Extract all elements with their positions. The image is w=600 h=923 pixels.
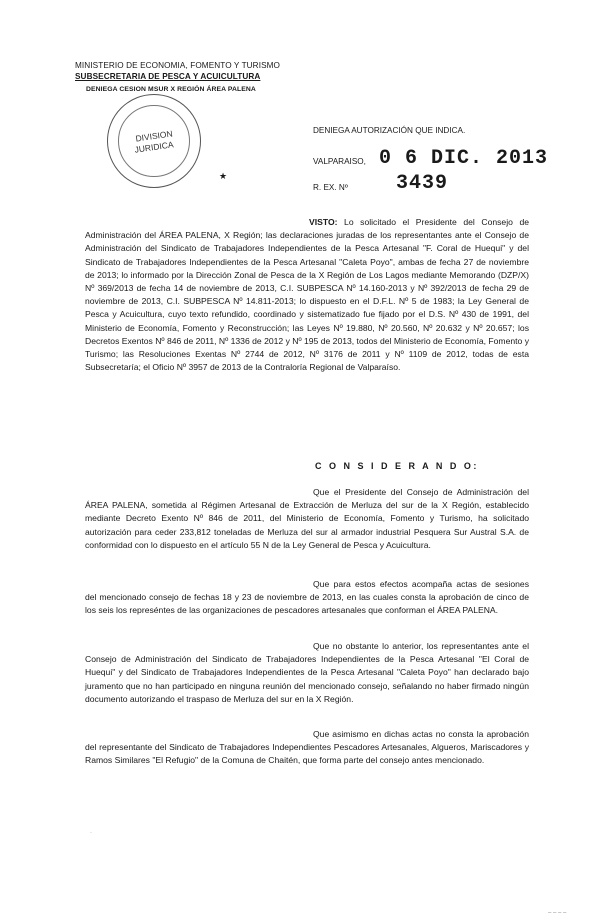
considerando-paragraph-3: Que no obstante lo anterior, los representantes ante el Consejo de Administración del Sindicato de Trabajadores Independientes de la Pesca Artesanal "El Coral de Huequi" y del Sindicato de Trabajadores Independientes de la Pesca Artesanal "Caleta Poyo" han declarado bajo juramento que no han participado en ninguna reunión del mencionado consejo, señalando no haber firmado ningún documento autorizando el traspaso de Merluza del sur en la X Región. [85, 641, 529, 704]
considerando-paragraph-2: Que para estos efectos acompaña actas de sesiones del mencionado consejo de fechas 18 y 23 de noviembre de 2013, en las cuales consta la aprobación de cinco de los seis los represéntes de las organizaciones de pescadores artesanales que conforman el ÁREA PALENA. [85, 579, 529, 616]
visto-paragraph [85, 216, 529, 374]
considerando-paragraph-4: Que asimismo en dichas actas no consta la aprobación del representante del Sindicato de Trabajadores Independientes Pescadores Artesanales, Algueros, Mariscadores y Ramos Similares "El Refugio" de la Comuna de Chaitén, que forma parte del consejo antes mencionado. [85, 729, 529, 766]
stamp-line-1: DIVISION [134, 128, 174, 144]
subsecretaria-name: SUBSECRETARIA DE PESCA Y ACUICULTURA [75, 72, 261, 81]
scan-mark-footer: – – – – [548, 910, 567, 916]
rex-number: 3439 [396, 172, 449, 195]
considerando-paragraph-1: Que el Presidente del Consejo de Administración del ÁREA PALENA, sometida al Régimen Artesanal de Extracción de Merluza del sur de la X Región, establecido mediante Decreto Exento Nº 846 de 2011, del Ministerio de Economía, Fomento y Turismo, ha solicitado autorización para ceder 233,812 toneladas de Merluza del sur al armador industrial Pesquera Sur Austral S.A. de conformidad con lo dispuesto en el artículo 55 N de la Ley General de Pesca y Acuicultura. [85, 487, 529, 550]
rex-label: R. EX. Nº [313, 183, 348, 192]
scan-mark: · [90, 830, 92, 836]
visto-text: Lo solicitado el Presidente del Consejo de Administración del ÁREA PALENA, X Región; las declaraciones juradas de los representantes ante el Consejo de Administración del Sindicato de Trabajadores Independientes de la Pesca Artesanal "F. Coral de Huequi" y del Sindicato de Trabajadores Independientes de la Pesca Artesanal "Caleta Poyo", ambas de fecha 27 de noviembre de 2013; lo informado por la Dirección Zonal de Pesca de la X Región de Los Lagos mediante Memorando (DZP/X) Nº 369/2013 de fecha 14 de noviembre de 2013, C.I. SUBPESCA Nº 14.160-2013 y Nº 392/2013 de fecha 29 de noviembre de 2013, C.I. SUBPESCA Nº 14.811-2013; lo dispuesto en el D.F.L. Nº 5 de 1983; la Ley General de Pesca y Acuicultura, cuyo texto refundido, coordinado y sistematizado fue fijado por el D.S. Nº 430 de 1991, del Ministerio de Economía, Fomento y Reconstrucción; las Leyes Nº 19.880, Nº 20.560, Nº 20.632 y Nº 20.657; los Decretos Exentos Nº 846 de 2011, Nº 1336 de 2012 y Nº 195 de 2013, todos del Ministerio de Economía, Fomento y Turismo; las Resoluciones Exentas Nº 2744 de 2012, Nº 3176 de 2011 y Nº 1109 de 2012, todas de esta Subsecretaría; el Oficio Nº 3957 de 2013 de la Contraloría Regional de Valparaíso. [85, 217, 529, 373]
resolution-date: 0 6 DIC. 2013 [379, 147, 549, 170]
subject-line: DENIEGA CESION MSUR X REGIÓN ÁREA PALENA [86, 86, 256, 93]
star-mark-icon: ★ [219, 171, 228, 181]
resolution-title: DENIEGA AUTORIZACIÓN QUE INDICA. [313, 126, 466, 135]
considerando-heading: C O N S I D E R A N D O: [315, 461, 479, 471]
ministry-name: MINISTERIO DE ECONOMIA, FOMENTO Y TURISMO [75, 61, 281, 70]
visto-label: VISTO: [309, 217, 338, 227]
city-label: VALPARAISO, [313, 157, 366, 166]
official-stamp [107, 94, 201, 188]
stamp-line-2: JURIDICA [133, 139, 175, 155]
